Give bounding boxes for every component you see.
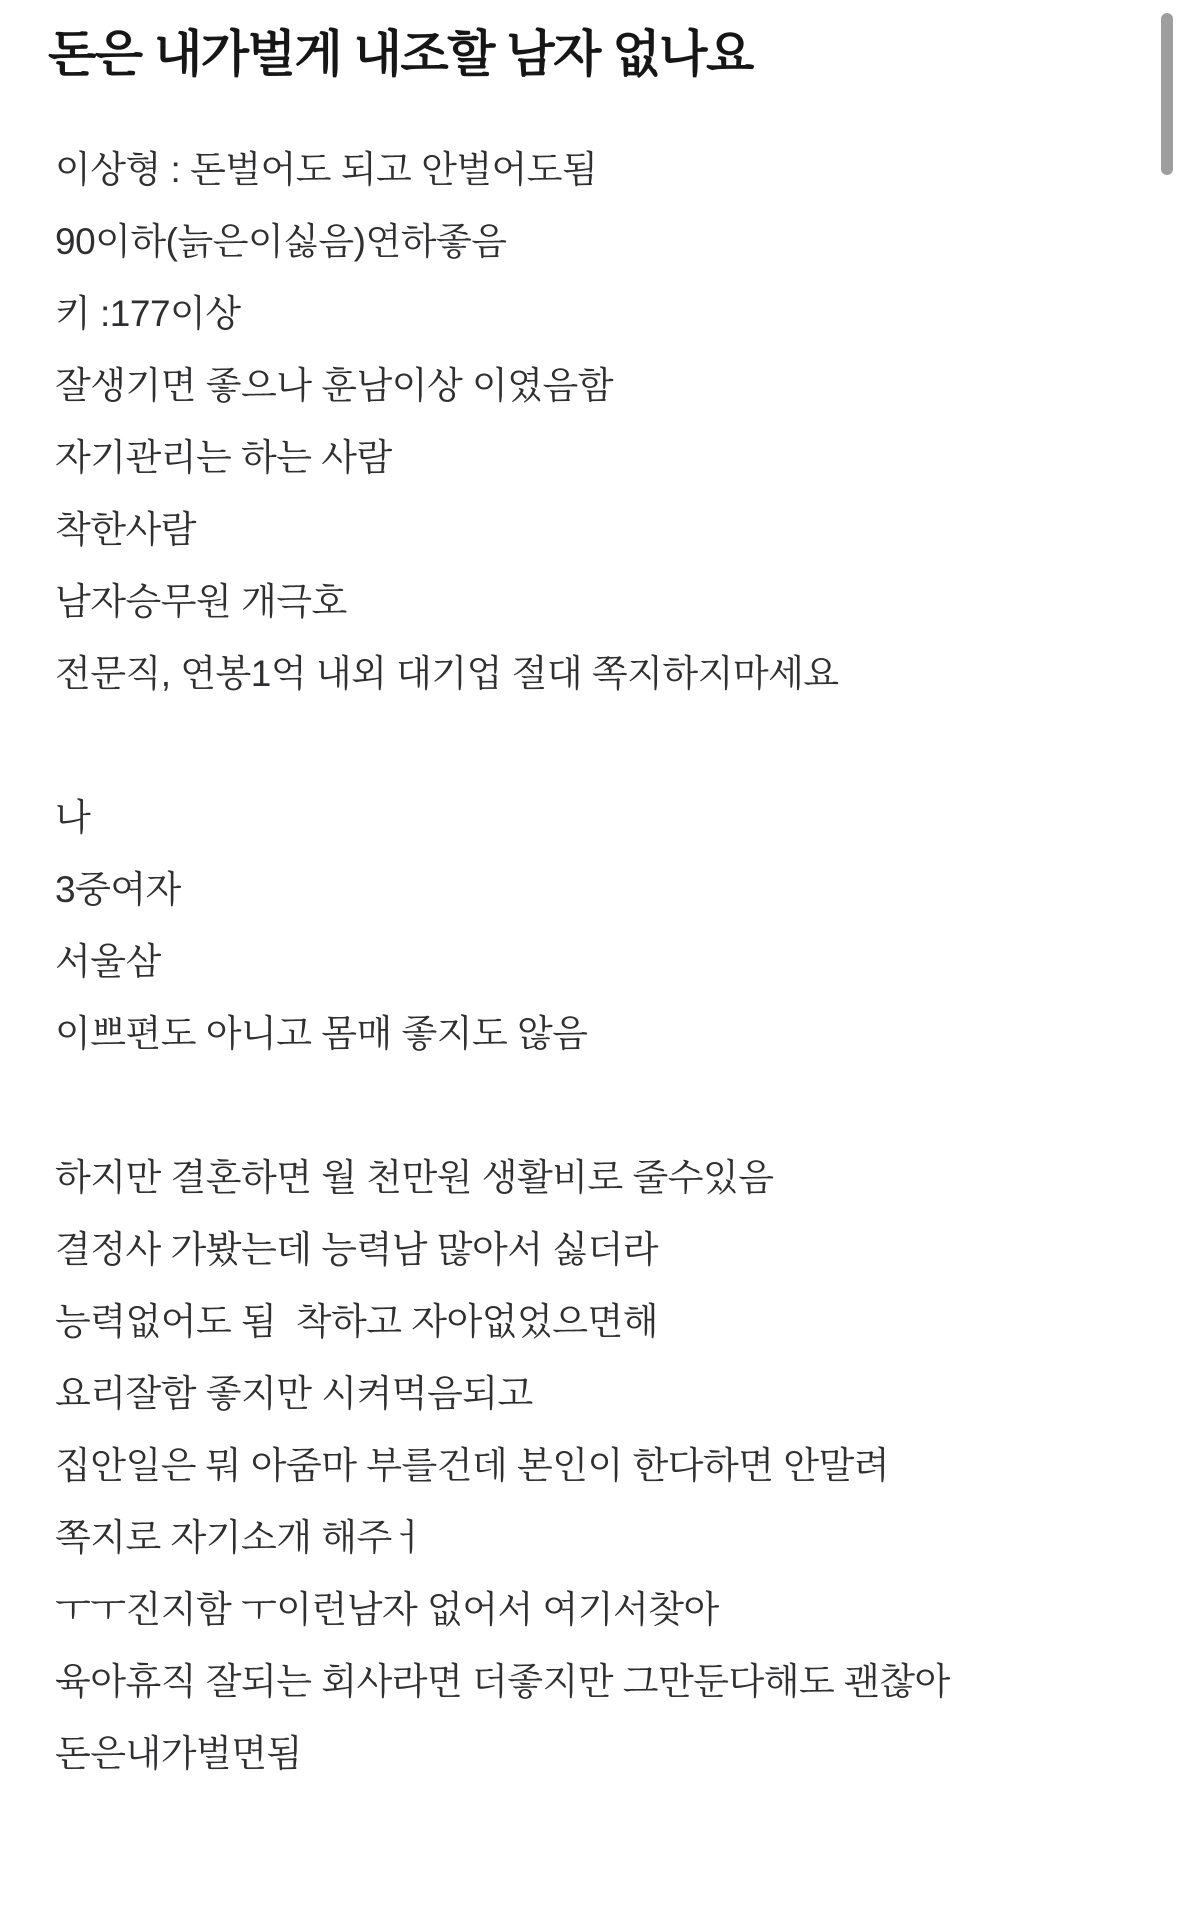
post-body-blank-line: [55, 710, 1117, 782]
post-body-line: 이쁘편도 아니고 몸매 좋지도 않음: [55, 1013, 588, 1054]
scrollbar-thumb[interactable]: [1161, 13, 1173, 175]
post-body-line: 집안일은 뭐 아줌마 부를건데 본인이 한다하면 안말려: [55, 1445, 890, 1486]
post-body-line: 돈은내가벌면됨: [55, 1733, 302, 1774]
post-body-line: 착한사람: [55, 509, 196, 550]
post-body-line: 서울삼: [55, 941, 161, 982]
post-body-line: 3중여자: [55, 869, 181, 910]
post-body: [48, 134, 1127, 1790]
post-body-line: 요리잘함 좋지만 시켜먹음되고: [55, 1373, 533, 1414]
post-body-line: 남자승무원 개극호: [55, 581, 347, 622]
post-body-line: 하지만 결혼하면 월 천만원 생활비로 줄수있음: [55, 1157, 774, 1198]
post-body-line: 나: [55, 797, 91, 838]
post-title: 돈은 내가벌게 내조할 남자 없나요: [48, 26, 753, 82]
post-body-blank-line: [55, 1070, 1117, 1142]
post-body-line: 전문직, 연봉1억 내외 대기업 절대 쪽지하지마세요: [55, 653, 839, 694]
post-body-line: 90이하(늙은이싫음)연하좋음: [55, 221, 507, 262]
post-body-line: 결정사 가봤는데 능력남 많아서 싫더라: [55, 1229, 658, 1270]
post-body-line: 육아휴직 잘되는 회사라면 더좋지만 그만둔다해도 괜찮아: [55, 1661, 950, 1702]
post-body-line: 잘생기면 좋으나 훈남이상 이였음함: [55, 365, 613, 406]
post-body-line: 쪽지로 자기소개 해주ㅓ: [55, 1517, 427, 1558]
post-body-line: 키 :177이상: [55, 293, 241, 334]
post-body-line: 자기관리는 하는 사람: [55, 437, 392, 478]
post-body-line: 이상형 : 돈벌어도 되고 안벌어도됨: [55, 149, 598, 190]
post-body-line: ㅜㅜ진지함 ㅜ이런남자 없어서 여기서찾아: [55, 1589, 719, 1630]
post-body-line: 능력없어도 됨 착하고 자아없었으면해: [55, 1301, 658, 1342]
